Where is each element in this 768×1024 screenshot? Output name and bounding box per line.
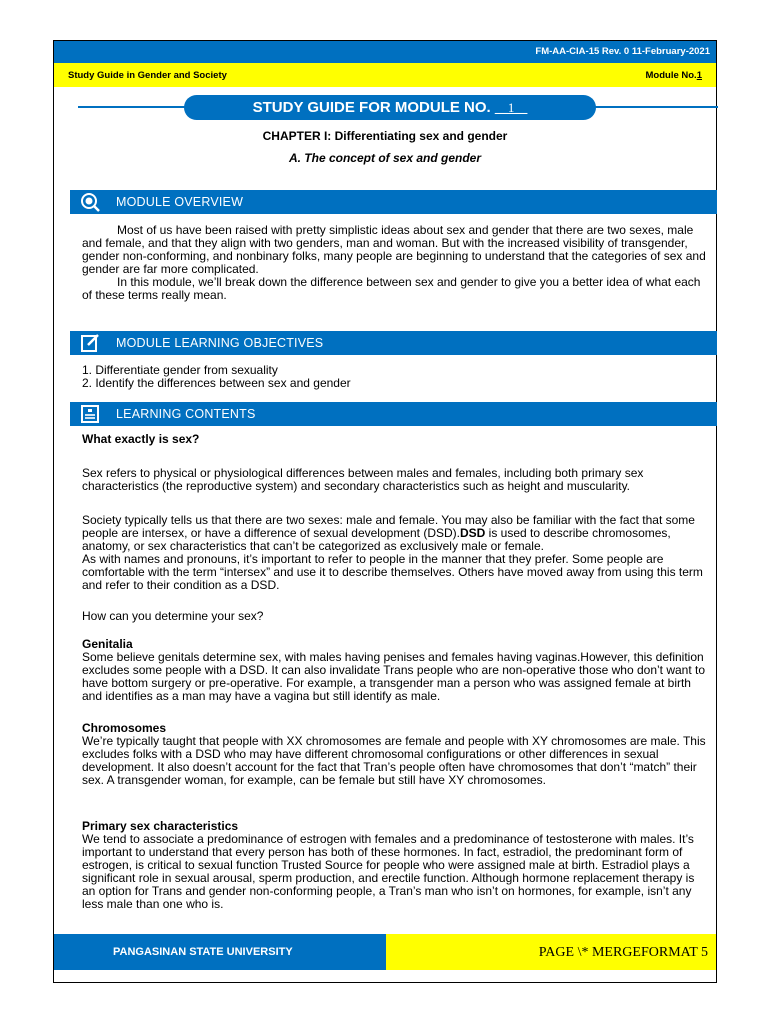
subchapter-heading: A. The concept of sex and gender — [288, 151, 482, 165]
header-course-bar — [54, 63, 716, 87]
objective-item: 1. Differentiate gender from sexuality — [82, 363, 278, 377]
overview-text: Most of us have been raised with pretty simplistic ideas about sex and gender that there are two sexes, male and female, and that they align with two genders, man and woman. But with the increased visibility of transgender, gender non-conforming, and nonbinary folks, many people are beginning to understand that the categories of sex and gender are far more complicated. In this module, we’ll break down the difference between sex and gender to give you a better idea of what each of these terms really mean. — [82, 223, 706, 302]
chromosomes-section: Chromosomes We’re typically taught that people with XX chromosomes are female and people with XY chromosomes are male. This excludes folks with a DSD who may have different chromosomal configurations or other differences in sexual development. It also doesn’t account for the fact that Tran’s people often have chromosomes that don’t “match” their sex. A transgender woman, for example, can be female but still have XY chromosomes. — [82, 722, 708, 787]
section-heading: MODULE LEARNING OBJECTIVES — [116, 336, 324, 350]
content-paragraph: Sex refers to physical or physiological differences between males and females, including both primary sex characteristics (the reproductive system) and secondary characteristics such as height and muscularity. — [82, 466, 644, 493]
footer-university-bar — [54, 934, 386, 970]
section-learning-contents — [70, 402, 717, 426]
course-title: Study Guide in Gender and Society — [68, 70, 227, 81]
subheading: Chromosomes — [82, 721, 167, 735]
magnifier-icon — [80, 192, 100, 212]
section-module-overview — [70, 190, 717, 214]
subheading: Genitalia — [82, 637, 133, 651]
header-top-bar — [54, 41, 716, 63]
footer-page-bar — [386, 934, 716, 970]
page-title: STUDY GUIDE FOR MODULE NO. __1__ — [184, 95, 596, 120]
question-determine-sex: How can you determine your sex? — [82, 609, 264, 623]
objectives-list — [82, 364, 708, 390]
edit-icon — [80, 333, 100, 353]
genitalia-section: Genitalia Some believe genitals determine sex, with males having penises and females having vaginas.However, this definition excludes some people with a DSD. It can also invalidate Trans people who are non-operative those who don’t want to have bottom surgery or pre-operative. For example, a transgender man a person who was assigned female at birth and identifies as a man may have a vagina but still identify as male. — [82, 638, 708, 703]
university-name: PANGASINAN STATE UNIVERSITY — [113, 946, 293, 958]
section-heading: LEARNING CONTENTS — [116, 407, 256, 421]
objective-item: 2. Identify the differences between sex and gender — [82, 376, 351, 390]
primary-sex-characteristics-section: Primary sex characteristics We tend to associate a predominance of estrogen with females and a predominance of testosterone with males. It’s important to understand that every person has both of these hormones. In fact, estradiol, the predominant form of estrogen, is critical to sexual function Trusted Source for people who were assigned male at birth. Estradiol plays a significant role in sexual arousal, sperm production, and erectile function. Although hormone replacement therapy is an option for Trans and gender non-conforming people, a Tran’s man who isn’t on hormones, for example, isn’t any less male than one who is. — [82, 820, 708, 911]
section-heading: MODULE OVERVIEW — [116, 195, 244, 209]
subheading: Primary sex characteristics — [82, 819, 239, 833]
document-icon — [80, 404, 100, 424]
chapter-heading: CHAPTER I: Differentiating sex and gender — [262, 129, 508, 143]
title-module-number: __1__ — [494, 100, 528, 115]
page-field: PAGE \* MERGEFORMAT 5 — [538, 945, 708, 960]
module-number: Module No.1 — [645, 70, 702, 81]
section-learning-objectives — [70, 331, 717, 355]
form-code: FM-AA-CIA-15 Rev. 0 11-February-2021 — [535, 46, 710, 57]
question-what-is-sex: What exactly is sex? — [82, 432, 200, 446]
content-paragraph: Society typically tells us that there are two sexes: male and female. You may also be familiar with the fact that some people are intersex, or have a difference of sexual development (DSD).DSD is used to describe chromosomes, anatomy, or sex characteristics that can’t be categorized as exclusively male or female. As with names and pronouns, it’s important to refer to people in the manner that they prefer. Some people are comfortable with the term “intersex” and use it to describe themselves. Others have moved away from using this term and refer to their condition as a DSD. — [82, 513, 703, 592]
